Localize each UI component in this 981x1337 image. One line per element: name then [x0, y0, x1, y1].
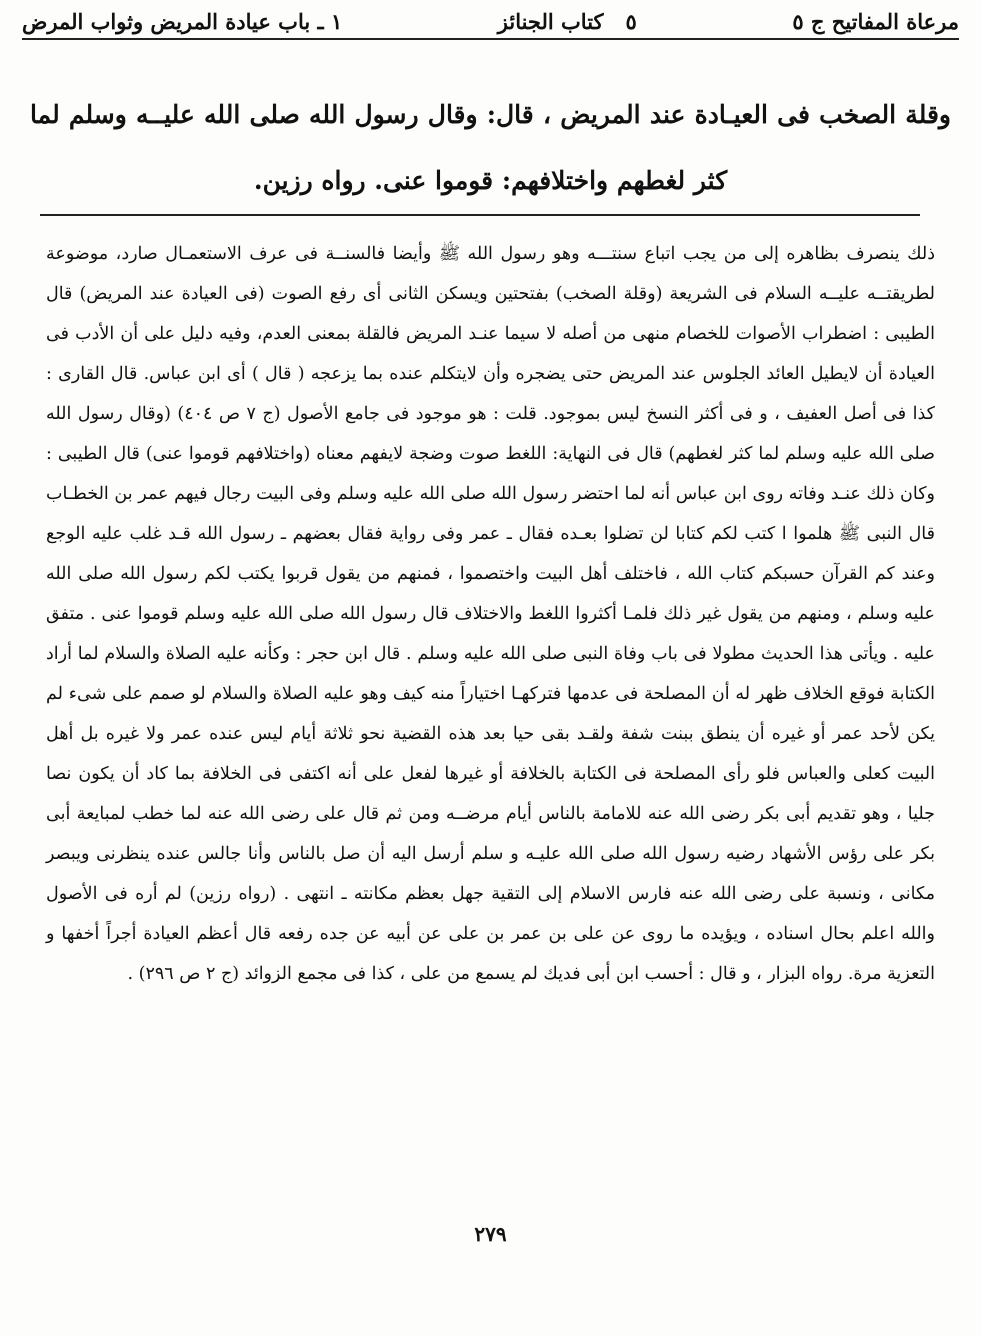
separator-line [40, 214, 920, 216]
header-chapter-number: ٥ [625, 8, 637, 34]
header-chapter-title: كتاب الجنائز [497, 8, 604, 34]
page-number: ٢٧٩ [474, 1222, 507, 1246]
header-center [498, 9, 637, 34]
running-header [22, 4, 959, 40]
hadith-text: وقلة الصخب فى العيـادة عند المريض ، قال: وقال رسول الله صلى الله عليــه وسلم لما كثر لغطهم واختلافهم: قوموا عنى. رواه رزين. [30, 100, 951, 195]
header-section-title: ١ ـ باب عيادة المريض وثواب المرض [22, 8, 343, 34]
commentary-text: ذلك ينصرف بظاهره إلى من يجب اتباع سنتـــه وهو رسول الله ﷺ وأيضا فالسنــة فى عرف الاستعمـال صارد، موضوعة لطريقتــه عليــه السلام فى الشريعة (وقلة الصخب) بفتحتين ويسكن الثانى أى رفع الصوت (فى العيادة عند المريض) قال الطيبى : اضطراب الأصوات للخصام منهى من أصله لا سيما عنـد المريض فالقلة بمعنى العدم، وفيه دليل على أن الأدب فى العيادة أن لايطيل العائد الجلوس عند المريض حتى يضجره وأن لايتكلم عنده بما يزعجه ( قال ) أى ابن عباس. قال القارى : كذا فى أصل العفيف ، و فى أكثر النسخ ليس بموجود. قلت : هو موجود فى جامع الأصول (ج ٧ ص ٤٠٤) (وقال رسول الله صلى الله عليه وسلم لما كثر لغطهم) قال فى النهاية: اللغط صوت وضجة لايفهم معناه (واختلافهم قوموا عنى) قال الطيبى : وكان ذلك عنـد وفاته روى ابن عباس أنه لما احتضر رسول الله صلى الله عليه وسلم وفى البيت رجال فيهم عمر بن الخطـاب قال النبى ﷺ هلموا ا كتب لكم كتابا لن تضلوا بعـده فقال ـ عمر وفى رواية فقال بعضهم ـ رسول الله قـد غلب عليه الوجع وعند كم القرآن حسبكم كتاب الله ، فاختلف أهل البيت واختصموا ، فمنهم من يقول قربوا يكتب لكم رسول الله صلى الله عليه وسلم ، ومنهم من يقول غير ذلك فلمـا أكثروا اللغط والاختلاف قال رسول الله صلى الله عليه وسلم قوموا عنى . متفق عليه . ويأتى هذا الحديث مطولا فى باب وفاة النبى صلى الله عليه وسلم . قال ابن حجر : وكأنه عليه الصلاة والسلام لما أراد الكتابة فوقع الخلاف ظهر له أن المصلحة فى عدمها فتركهـا اختياراً منه كيف وهو عليه الصلاة والسلام لو صمم على شىء لم يكن لأحد عمر أو غيره أن ينطق ببنت شفة ولقـد بقى حيا بعد هذه القضية نحو ثلاثة أيام ليس عنده عمر ولا غيره بل أهل البيت كعلى والعباس فلو رأى المصلحة فى الكتابة بالخلافة أو غيرها لفعل على أنه اكتفى فى الخلافة بما كاد أن يكون نصا جليا ، وهو تقديم أبى بكر رضى الله عنه للامامة بالناس أيام مرضــه ومن ثم قال على رضى الله عنه لما خطب لمبايعة أبى بكر على رؤس الأشهاد رضيه رسول الله صلى الله عليـه و سلم أرسل اليه أن صل بالناس وأنا جالس عنده ينظرنى ويبصر مكانى ، ونسبة على رضى الله عنه فارس الاسلام إلى التقية جهل بعظم مكانته ـ انتهى . (رواه رزين) لم أره فى الأصول والله اعلم بحال اسناده ، ويؤيده ما روى عن على بن عمر بن على عن أبيه عن جده رفعه قال أعظم العيادة أجراً أخفها و التعزية مرة. رواه البزار ، و قال : أحسب ابن أبى فديك لم يسمع من على ، كذا فى مجمع الزوائد (ج ٢ ص ٢٩٦) . [46, 244, 935, 984]
header-book-title: مرعاة المفاتيح ج ٥ [792, 8, 959, 34]
